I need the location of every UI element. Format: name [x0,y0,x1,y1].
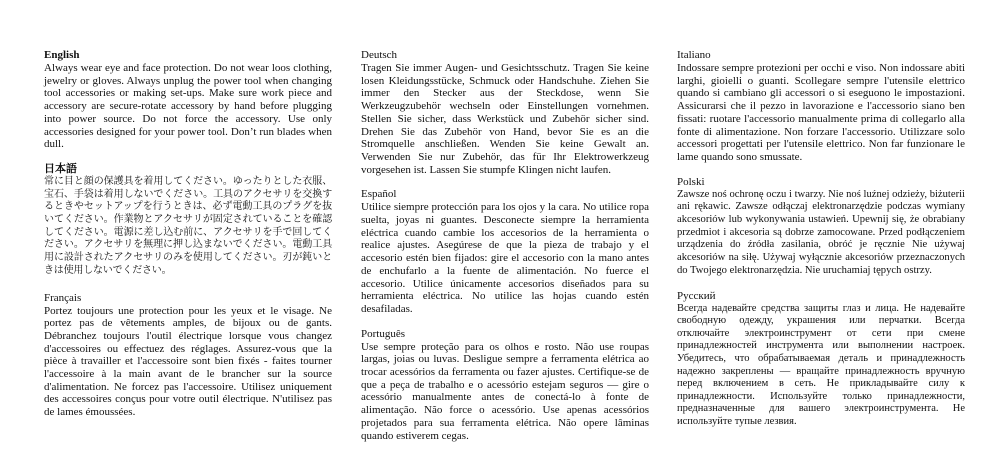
section-russian [677,290,965,429]
column-middle [361,49,649,442]
text-polish: Zawsze noś ochronę oczu i twarzy. Nie noś luźnej odzieży, biżuterii ani rękawic. Zawsze odłączaj elektronarzędzie podczas wymiany akcesoriów lub wykonywania ustawień. Upewnij się, że obrabiany przedmiot i akcesoria są dobrze zamocowane. Przed podłączeniem urządzenia do źródła zasilania, obróć je ręcznie Nie używaj akcesoriów na siłę. Używaj wyłącznie akcesoriów przeznaczonych do Twojego elektronarzędzia. Nie uruchamiaj tępych ostrzy. [677,188,965,276]
text-english: Always wear eye and face protection. Do not wear loos clothing, jewelry or gloves. Always unplug the power tool when changing tool accessories or making set-ups. Make sure work piece and accessory are secure-rotate accessory by hand before plugging into power source. Do not force the accessory. Use only accessories designed for your power tool. Don’t run blades when dull. [44,62,332,151]
column-right [677,49,965,428]
heading-portuguese: Português [361,327,405,340]
text-spanish: Utilice siempre protección para los ojos y la cara. No utilice ropa suelta, joyas ni guantes. Desconecte siempre la herramienta eléctrica cuando cambie los accesorios de la herramienta o realice ajustes. Asegúrese de que la pieza de trabajo y el accesorio estén bien fijados: gire el accesorio con la mano antes de enchufarlo a la fuente de alimentación. No fuerce el accesorio. Utilice únicamente accesorios diseñados para su herramienta eléctrica. No utilice las hojas cuando estén desafiladas. [361,201,649,315]
text-russian: Всегда надевайте средства защиты глаз и лица. Не надевайте свободную одежду, украшения или перчатки. Всегда отключайте электроинструмент от сети при смене принадлежностей инструмента или выполнении настроек. Убедитесь, что обрабатываемая деталь и принадлежность надежно закреплены — вращайте принадлежность вручную перед включением в сеть. Не прикладывайте силу к принадлежности. Используйте только принадлежности, предназначенные для вашего электроинструмента. Не используйте тупые лезвия. [677,302,965,427]
heading-spanish: Español [361,188,397,201]
text-japanese: 常に目と顔の保護具を着用してください。ゆったりとした衣服、宝石、手袋は着用しないでください。工具のアクセサリを交換するときやセットアップを行うときは、必ず電動工具のプラグを抜いてください。作業物とアクセサリが固定されていることを確認してください。電源に差し込む前に、アクセサリを手で回してください。アクセサリを無理に押し込まないでください。電動工具用に設計されたアクセサリのみを使用してください。刃が鈍いときは使用しないでください。 [44,175,332,276]
column-left [44,49,332,419]
heading-polish: Polski [677,175,705,188]
heading-italian: Italiano [677,49,711,61]
heading-english: English [44,49,80,61]
text-italian: Indossare sempre protezioni per occhi e viso. Non indossare abiti larghi, gioielli o guanti. Scollegare sempre l'utensile elettrico quando si cambiano gli accessori o si eseguono le impostazioni. Assicurarsi che il pezzo in lavorazione e l'accessorio siano ben fissati: ruotare l'accessorio manualmente prima di collegarlo alla fonte di alimentazione. Non forzare l'accessorio. Utilizzare solo accessori progettati per l'utensile elettrico. Non far funzionare le lame quando sono smussate. [677,62,965,163]
section-polish [677,176,965,278]
heading-russian: Русский [677,289,716,302]
section-french [44,292,332,419]
text-portuguese: Use sempre proteção para os olhos e rosto. Não use roupas largas, joias ou luvas. Desligue sempre a ferramenta elétrica ao trocar acessórios da ferramenta ou fazer ajustes. Certifique-se de que a peça de trabalho e o acessório estejam seguros — gire o acessório manualmente antes de conectá-lo à fonte de alimentação. Não force o acessório. Use apenas acessórios projetados para sua ferramenta elétrica. Não opere lâminas quando estiverem cegas. [361,340,649,442]
text-french: Portez toujours une protection pour les yeux et le visage. Ne portez pas de vêtements amples, de bijoux ou de gants. Débranchez toujours l'outil électrique lorsque vous changez d'accessoires ou effectuez des réglages. Assurez-vous que la pièce à travailler et l'accessoire sont bien fixés - faites tourner l'accessoire à la main avant de le brancher sur la source d'alimentation. Ne forcez pas l'accessoire. Utilisez uniquement des accessoires conçus pour votre outil électrique. N'utilisez pas de lames émoussées. [44,304,332,419]
section-japanese [44,163,332,278]
section-spanish [361,188,649,315]
heading-french: Français [44,291,82,304]
heading-japanese: 日本語 [44,162,77,175]
heading-german: Deutsch [361,49,398,61]
section-portuguese [361,328,649,443]
text-german: Tragen Sie immer Augen- und Gesichtsschutz. Tragen Sie keine losen Kleidungsstücke, Schmuck oder Handschuhe. Ziehen Sie immer den Stecker aus der Steckdose, wenn Sie Werkzeugzubehör wechseln oder Einstellungen vornehmen. Stellen Sie sicher, dass Werkstück und Zubehör sicher sind. Drehen Sie das Zubehör von Hand, bevor Sie es an die Stromquelle anschließen. Wenden Sie keine Gewalt an. Verwenden Sie nur Zubehör, das für Ihr Elektrowerkzeug vorgesehen ist. Lassen Sie stumpfe Klingen nicht laufen. [361,62,649,176]
section-english [44,49,332,151]
section-german [361,49,649,176]
section-italian [677,49,965,164]
